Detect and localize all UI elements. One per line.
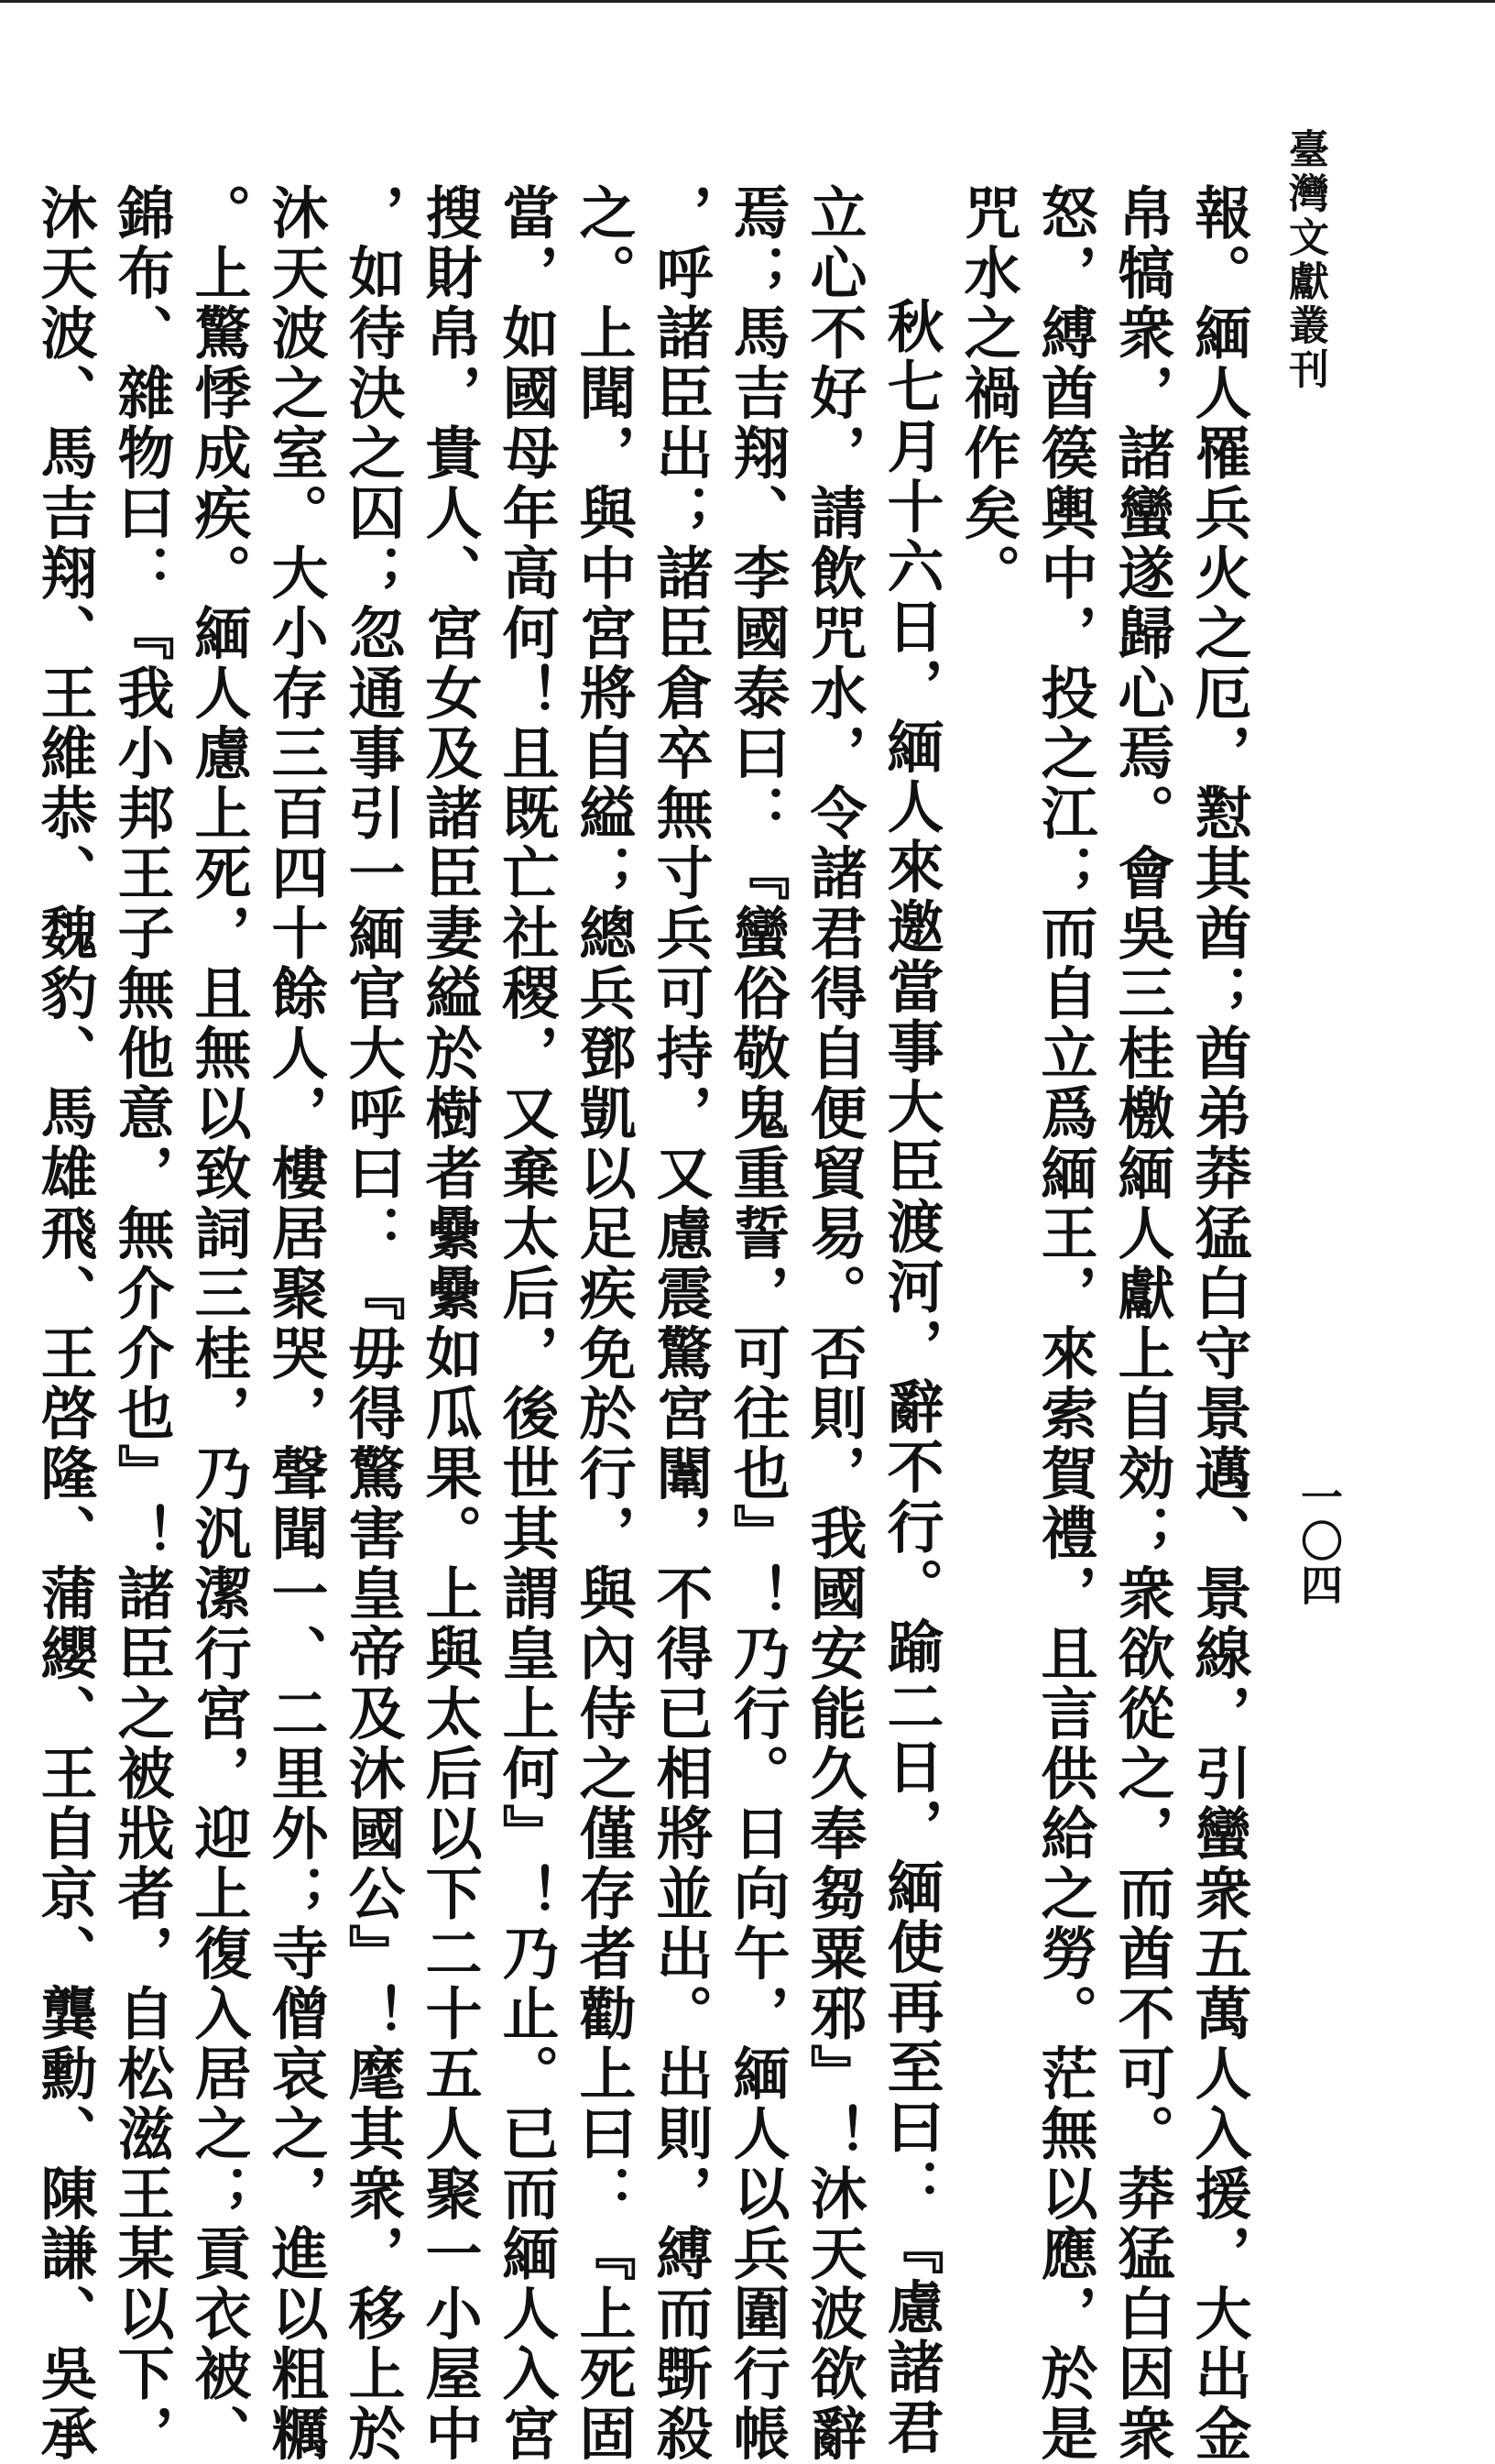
text-column-1: 報。緬人罹兵火之厄，懟其酋；酋弟莽猛白守景邁、景線，引蠻衆五萬人入援，大出金 — [1185, 183, 1252, 2464]
text-column-10: 當，如國母年高何！且既亡社稷，又棄太后，後世其謂皇上何』！乃止。已而緬人入宮 — [493, 183, 560, 2464]
top-rule — [0, 0, 1495, 3]
text-column-5-text: 十六日，緬人來邀當事大臣渡河，辭不行。踰二日，緬使再至曰：『慮諸君 — [878, 476, 944, 2458]
text-column-12: ，如待決之囚；忽通事引一緬官大呼曰：『毋得驚害皇帝及沐國公』！麾其衆，移上於 — [339, 183, 406, 2464]
text-column-11: 搜財帛，貴人、宮女及諸臣妻縊於樹者纍纍如瓜果。上與太后以下二十五人聚一小屋中 — [416, 183, 483, 2464]
text-column-15: 錦布、雜物曰：『我小邦王子無他意，無介介也』！諸臣之被戕者，自松滋王某以下， — [108, 183, 175, 2464]
text-column-2: 帛犒衆，諸蠻遂歸心焉。會吳三桂檄緬人獻上自効；衆欲從之，而酋不可。莽猛白因衆 — [1108, 183, 1175, 2464]
text-column-13: 沐天波之室。大小存三百四十餘人，樓居聚哭，聲聞一、二里外；寺僧哀之，進以粗糲 — [262, 183, 329, 2464]
text-column-3: 怒，縛酋篌輿中，投之江；而自立爲緬王，來索賀禮，且言供給之勞。茫無以應，於是 — [1031, 183, 1098, 2464]
text-column-9: 之。上聞，與中宮將自縊；總兵鄧凱以足疾免於行，與內侍之僅存者勸上曰：『上死固 — [570, 183, 637, 2464]
text-column-14: 。上驚悸成疾。緬人慮上死，且無以致詞三桂，乃汎潔行宮，迎上復入居之；貢衣被、 — [185, 183, 252, 2464]
text-column-5 — [872, 183, 949, 2458]
text-column-4: 咒水之禍作矣。 — [955, 183, 1021, 604]
text-column-16: 沐天波、馬吉翔、王維恭、魏豹、馬雄飛、王啓隆、蒲纓、王自京、龔勳、陳謙、吳承 — [31, 183, 98, 2464]
text-column-6: 立心不好，請飲咒水，令諸君得自便貿易。否則，我國安能久奉芻粟邪』！沐天波欲辭 — [801, 183, 868, 2464]
text-column-7: 焉；馬吉翔、李國泰曰：『蠻俗敬鬼重誓，可往也』！乃行。日向午，緬人以兵圍行帳 — [724, 183, 791, 2464]
page-number: 一〇四 — [1294, 1475, 1344, 1607]
running-header-title: 臺灣文獻叢刊 — [1282, 128, 1328, 392]
text-column-8: ，呼諸臣出；諸臣倉卒無寸兵可持，又慮震驚宮闈，不得已相將並出。出則，縛而斲殺 — [647, 183, 714, 2464]
date-mark: 秋七月 — [878, 297, 944, 477]
body-text — [26, 183, 1257, 2464]
